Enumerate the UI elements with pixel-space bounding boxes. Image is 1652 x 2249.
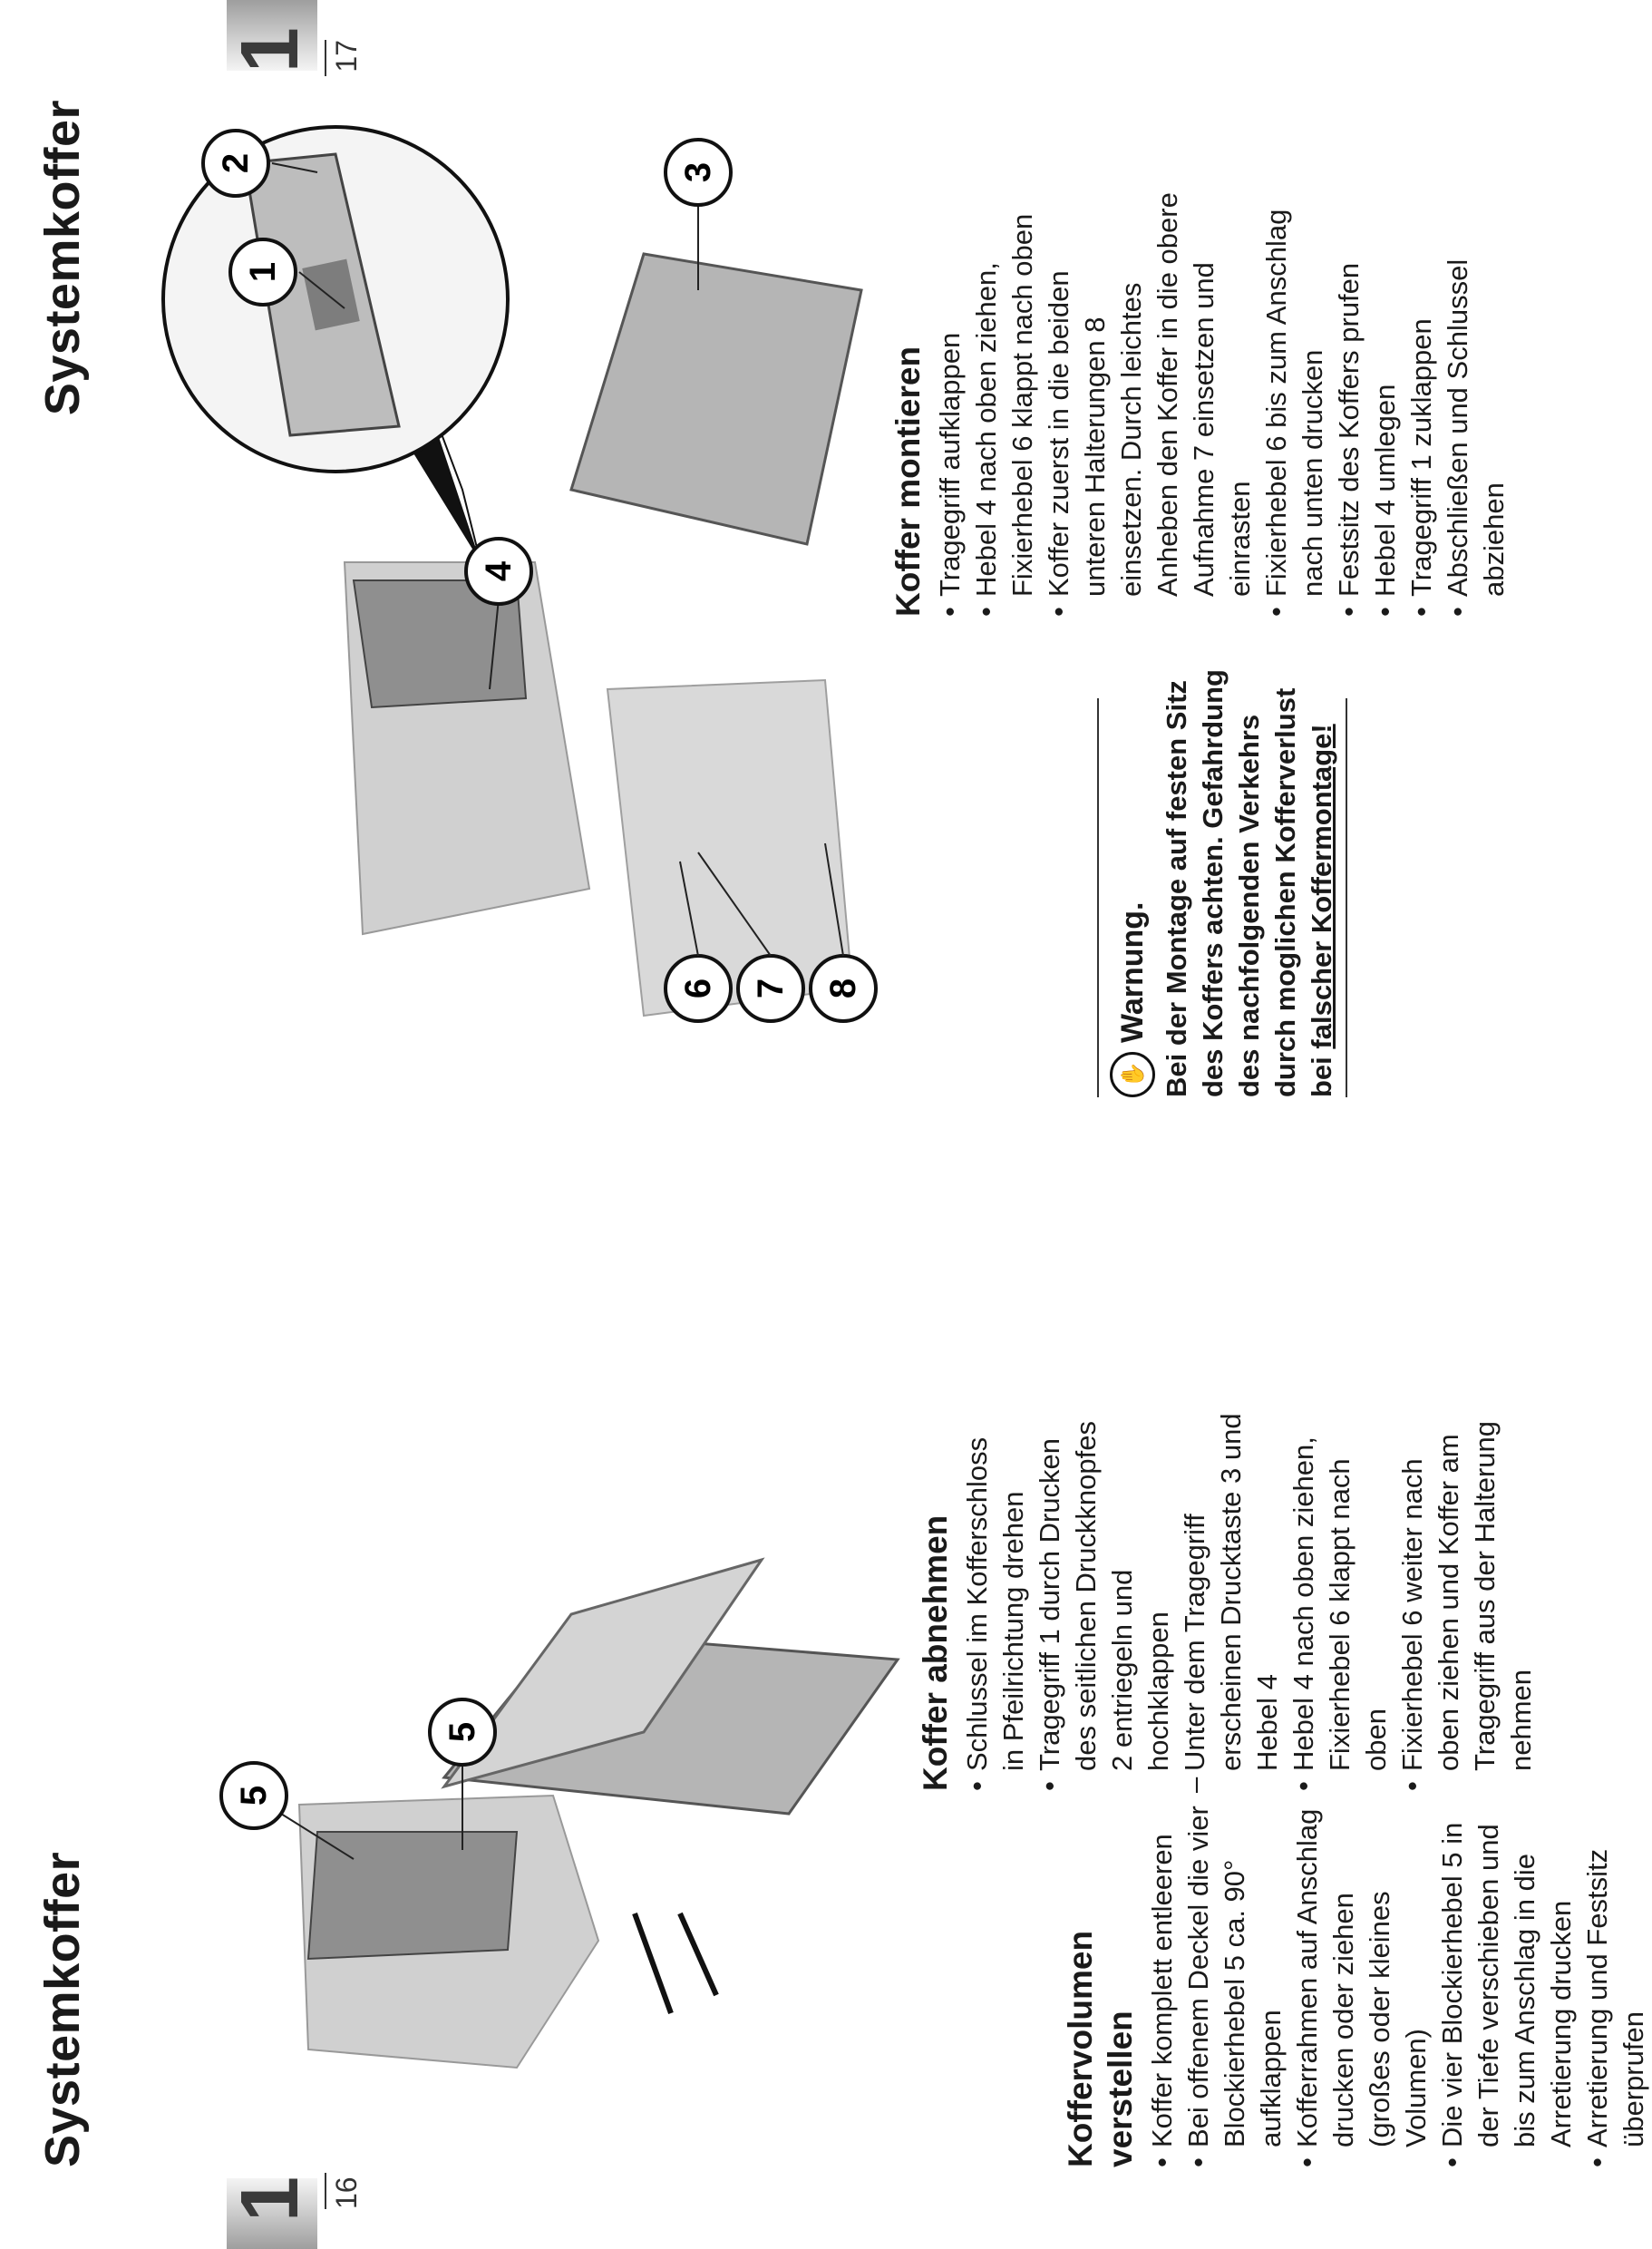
warning-text-underlined: falscher Koffermontage! (1306, 724, 1337, 1049)
section-heading-volume: Koffervolumen verstellen (1062, 1930, 1139, 2167)
mount-steps (932, 181, 1512, 617)
volume-step-3: • Kofferrahmen auf Anschlag drucken oder ziehen (großes oder kleines Volumen) (1289, 1805, 1434, 2167)
page-number: 16 (325, 2173, 364, 2209)
mount-step-8: • Abschließen und Schlussel abziehen (1440, 181, 1512, 617)
section-heading-mount: Koffer montieren (889, 346, 927, 617)
remove-steps (959, 1410, 1540, 1791)
case-mount-illustration (136, 91, 879, 1070)
remove-step-4: • Hebel 4 nach oben ziehen, Fixierhebel 6 klappt nach oben (1286, 1410, 1394, 1791)
callout-8: 8 (823, 978, 863, 999)
page-number: 17 (325, 40, 364, 76)
mount-step-2: • Hebel 4 nach oben ziehen, Fixierhebel 6 klappt nach oben (968, 181, 1041, 617)
warning-box (1097, 662, 1347, 1097)
warning-title-text: Warnung. (1114, 901, 1150, 1043)
warning-text-plain: Bei der Montage auf festen Sitz des Koffers achten. Gefahrdung des nachfolgenden Verkehrs durch moglichen Kofferverlust bei (1161, 669, 1337, 1097)
mount-step-6: • Hebel 4 umlegen (1367, 181, 1404, 617)
callout-5-a: 5 (234, 1785, 274, 1806)
callout-5-b: 5 (442, 1721, 482, 1743)
hand-warning-icon: ✋ (1110, 1052, 1155, 1097)
warning-rule-bottom (1346, 698, 1347, 1097)
section-volume (1061, 1805, 1652, 2167)
right-page (0, 0, 1585, 1124)
remove-step-5: • Fixierhebel 6 weiter nach oben ziehen und Koffer am Tragegriff aus der Halterung nehmen (1394, 1410, 1540, 1791)
volume-step-4: • Die vier Blockierhebel 5 in der Tiefe verschieben und bis zum Anschlag in die Arretierung drucken (1434, 1805, 1579, 2167)
mount-step-7: • Tragegriff 1 zuklappen (1404, 181, 1440, 617)
callout-2: 2 (216, 152, 256, 174)
callout-4: 4 (479, 560, 519, 582)
remove-step-3: – Unter dem Tragegriff erscheinen Drucktaste 3 und Hebel 4 (1177, 1410, 1286, 1791)
volume-step-2: • Bei offenem Deckel die vier Blockierhebel 5 ca. 90° aufklappen (1181, 1805, 1289, 2167)
callout-7: 7 (751, 978, 791, 999)
case-volume-illustration (172, 1469, 925, 2122)
mount-step-4: • Fixierhebel 6 bis zum Anschlag nach unten drucken (1258, 181, 1331, 617)
chapter-number: 1 (225, 27, 316, 73)
callout-3: 3 (678, 161, 718, 183)
mount-step-5: • Festsitz des Koffers prufen (1331, 181, 1367, 617)
left-page (0, 1124, 1649, 2249)
warning-title (1110, 662, 1155, 1097)
volume-step-1: • Koffer komplett entleeren (1144, 1805, 1181, 2167)
section-remove (916, 1410, 1540, 1791)
left-page-title: Systemkoffer (35, 1851, 90, 2167)
case-shell-right (571, 254, 861, 544)
warning-rule-top (1097, 698, 1099, 1097)
remove-step-1: • Schlussel im Kofferschloss in Pfeilrichtung drehen (959, 1410, 1032, 1791)
callout-6: 6 (678, 978, 718, 999)
right-page-title: Systemkoffer (35, 100, 90, 416)
volume-step-5: • Arretierung und Festsitz überprufen (1579, 1805, 1652, 2167)
warning-text (1159, 662, 1340, 1097)
mount-step-1: • Tragegriff aufklappen (932, 181, 968, 617)
mount-step-3: • Koffer zuerst in die beiden unteren Halterungen 8 einsetzen. Durch leichtes Anheben den Koffer in die obere Aufnahme 7 einsetzen und einrasten (1041, 181, 1258, 617)
remove-step-2: • Tragegriff 1 durch Drucken des seitlichen Druckknopfes 2 entriegeln und hochklappen (1032, 1410, 1177, 1791)
chapter-number: 1 (225, 2176, 316, 2222)
callout-1: 1 (243, 261, 283, 283)
section-heading-remove: Koffer abnehmen (917, 1514, 954, 1791)
section-mount (889, 181, 1512, 617)
volume-steps (1144, 1805, 1652, 2167)
